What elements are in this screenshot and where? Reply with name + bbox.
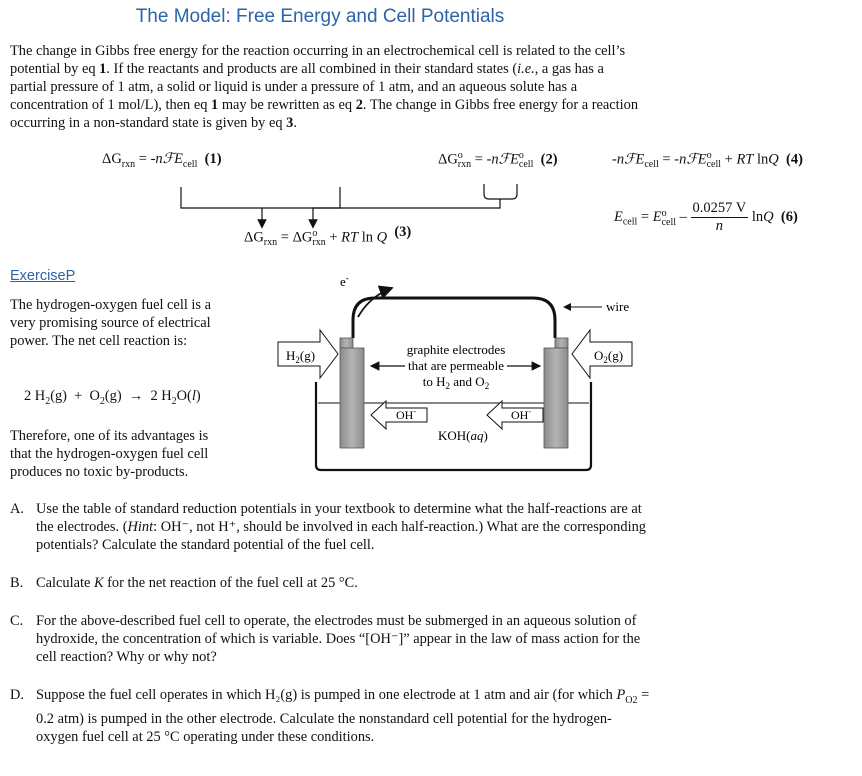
- hydroxide-label-right: OH-: [511, 407, 532, 422]
- equation-connector: [0, 0, 862, 260]
- equation-4: -nℱE$_{cell}$ = -nℱE o cell + RT lnQ (4): [612, 150, 803, 171]
- equation-number: (2): [540, 151, 558, 168]
- fraction: $\frac{0.0257 V}{n}$: [692, 200, 747, 234]
- bracket-eq2: [484, 184, 517, 199]
- exercise-title: ExerciseP: [10, 268, 76, 284]
- h2-label: $H_2(g)$: [286, 348, 316, 365]
- electrodes-label-line1: graphite electrodes: [406, 342, 506, 357]
- electrode-cap-right: [555, 338, 568, 348]
- question-b: B. Calculate K for the net reaction of the fuel cell at 25 °C.: [10, 575, 358, 591]
- equation-number: (6): [780, 208, 798, 225]
- electrode-cap-left: [340, 338, 353, 348]
- net-reaction: 2 $H_2(g) + O_2(g) \to 2$ $H_2O(l)$: [24, 388, 201, 407]
- equation-number: (4): [786, 151, 803, 168]
- intro-paragraph: The change in Gibbs free energy for the reaction occurring in an electrochemical cell is related to the cell’s potential by eq 1. If the reactants and products are all combined in their standard states (i.e., a gas has a partial pressure of 1 atm, a solid or liquid is under a pressure of 1 atm, and an aqueous solute has a concentration of 1 mol/L), then eq 1 may be rewritten as eq 2. The change in Gibbs free energy for a reaction occurring in a non-standard state is given by eq 3.: [10, 43, 639, 131]
- exercise-advantage: Therefore, one of its advantages is that the hydrogen-oxygen fuel cell produces no toxic by-products.: [10, 428, 209, 480]
- question-a: A. Use the table of standard reduction potentials in your textbook to determine what the half-reactions are at the electrodes. (Hint: OH⁻, not H⁺, should be involved in each half-reaction.) What are the corresponding potentials? Calculate the standard potential of the fuel cell.: [10, 501, 646, 553]
- equation-2: ΔG o rxn = -nℱE o cell (2): [438, 150, 558, 170]
- electrodes-label-line2: that are permeable: [408, 358, 504, 373]
- page-title: The Model: Free Energy and Cell Potentials: [135, 6, 505, 27]
- electrodes-label-line3: to $H_2$ and $O_2$: [422, 374, 490, 391]
- arrow-to-eq3-right: [313, 199, 500, 224]
- o2-label: $O_2(g)$: [594, 348, 624, 365]
- equation-1: $\Delta G_{rxn}$ = -nℱE$_{cell}$ (1): [102, 151, 222, 170]
- wire: [353, 298, 555, 338]
- exercise-intro: The hydrogen-oxygen fuel cell is a very promising source of electrical power. The net cell reaction is:: [10, 297, 211, 349]
- electrode-left: [340, 348, 364, 448]
- equation-6: $E_{cell} = E$ o cell – $\frac{0.0257 V}{n}$ lnQ (6): [614, 200, 798, 234]
- equation-number: (3): [394, 224, 412, 241]
- bracket-eq1: [181, 187, 340, 208]
- wire-label: wire: [606, 299, 630, 314]
- electron-flow-arrow: [358, 288, 392, 317]
- hydroxide-label-left: OH-: [396, 407, 417, 422]
- koh-label: KOH(aq): [438, 428, 488, 443]
- fuel-cell-diagram: [250, 270, 650, 475]
- equation-3: $\Delta G_{rxn} = \Delta G$ o rxn + RT ln Q (3): [244, 224, 412, 249]
- question-d: D. Suppose the fuel cell operates in which H₂(g) is pumped in one electrode at 1 atm and air (for which $P_{O2} = 0.2$ atm) is pumped in the other electrode. Calculate the nonstandard cell potential for the hydrogen-oxygen fuel cell at 25 °C operating under these conditions.: [10, 687, 650, 745]
- equation-number: (1): [204, 151, 222, 167]
- electron-label: e-: [340, 273, 349, 289]
- question-c: C. For the above-described fuel cell to operate, the electrodes must be submerged in an aqueous solution of hydroxide, the concentration of which is variable. Does “[OH⁻]” appear in the law of mass action for the cell reaction? Why or why not?: [10, 613, 641, 665]
- electrode-right: [544, 348, 568, 448]
